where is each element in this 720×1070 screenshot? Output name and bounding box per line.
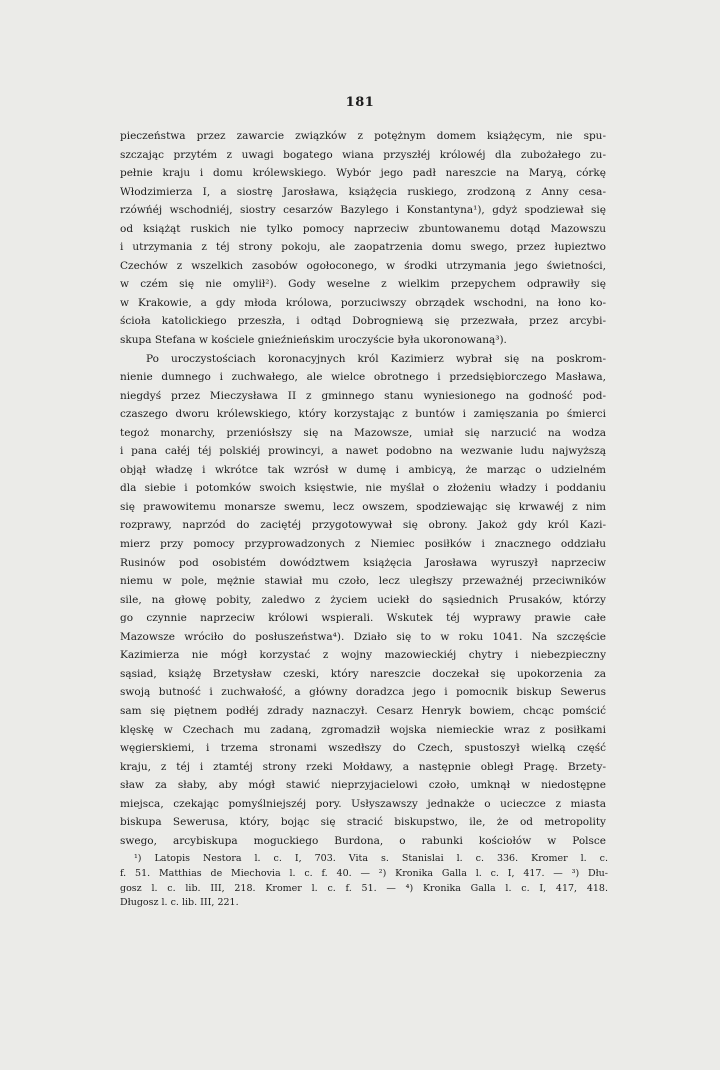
text-line: w Krakowie, a gdy młoda królowa, porzuciwszy obrządek wschodni, na łono ko- — [120, 296, 606, 309]
text-line: Rusinów pod osobistém dowództwem książęcia Jarosława wyruszył naprzeciw — [120, 556, 606, 569]
text-line: Kazimierza nie mógł korzystać z wojny mazowieckiéj chytry i niebezpieczny — [120, 649, 606, 662]
footnote-line: gosz l. c. lib. III, 218. Kromer l. c. f. 51. — ⁴) Kronika Galla l. c. I, 417, 418. — [120, 882, 608, 894]
paragraph-2 — [120, 350, 606, 851]
text-line: sam się piętnem podłéj zdrady naznaczył. Cesarz Henryk bowiem, chcąc pomścić — [120, 704, 606, 717]
text-line: się prawowitemu monarsze swemu, lecz owszem, spodziewając się krwawéj z nim — [120, 500, 606, 513]
text-line: czaszego dworu królewskiego, który korzystając z buntów i zamięszania po śmierci — [120, 408, 606, 421]
text-line: od książąt ruskich nie tylko pomocy naprzeciw zbuntowanemu dotąd Mazowszu — [120, 222, 606, 235]
text-line: swego, arcybiskupa moguckiego Burdona, o rabunki kościołów w Polsce — [120, 834, 606, 847]
text-line: tegoż monarchy, przeniósłszy się na Mazowsze, umiał się narzucić na wodza — [120, 426, 606, 439]
text-line: mierz przy pomocy przyprowadzonych z Niemiec posiłków i znacznego oddziału — [120, 538, 606, 551]
text-line: pełnie kraju i domu królewskiego. Wybór jego padł nareszcie na Maryą, córkę — [120, 167, 606, 180]
text-line: objął władzę i wkrótce tak wzrósł w dumę i ambicyą, że marząc o udzielném — [120, 463, 606, 476]
text-line: sile, na głowę pobity, zaledwo z życiem uciekł do sąsiednich Prusaków, którzy — [120, 593, 606, 606]
text-line: Czechów z wszelkich zasobów ogołoconego, w środki utrzymania jego świetności, — [120, 259, 606, 272]
body-text — [120, 127, 606, 850]
text-line: ścioła katolickiego przeszła, i odtąd Dobrogniewą się przezwała, przez arcybi- — [120, 315, 606, 328]
text-line: swoją butność i zuchwałość, a główny doradzca jego i pomocnik biskup Sewerus — [120, 686, 606, 699]
text-line: niegdyś przez Mieczysława II z gminnego stanu wyniesionego na godność pod- — [120, 389, 606, 402]
text-line: rzówńéj wschodniéj, siostry cesarzów Bazylego i Konstantyna¹), gdyż spodziewał się — [120, 204, 606, 217]
text-line: szczając przytém z uwagi bogatego wiana przyszłéj królowéj dla zubożałego zu- — [120, 148, 606, 161]
text-line: i pana całéj téj polskiéj prowincyi, a nawet podobno na wezwanie ludu najwyższą — [120, 445, 606, 458]
text-line: dla siebie i potomków swoich księstwie, nie myślał o złożeniu władzy i poddaniu — [120, 482, 606, 495]
text-line: klęskę w Czechach mu zadaną, zgromadził wojska niemieckie wraz z posiłkami — [120, 723, 606, 736]
text-line: miejsca, czekając pomyślniejszéj pory. Usłyszawszy jednakże o ucieczce z miasta — [120, 797, 606, 810]
text-line: Po uroczystościach koronacyjnych król Kazimierz wybrał się na poskrom- — [146, 352, 606, 365]
footnotes — [120, 852, 608, 911]
text-line: sław za słaby, aby mógł stawić nieprzyjacielowi czoło, umknął w niedostępne — [120, 779, 606, 792]
text-line: kraju, z téj i ztamtéj strony rzeki Mołdawy, a następnie obległ Pragę. Brzety- — [120, 760, 606, 773]
text-line: w czém się nie omylił²). Gody weselne z wielkim przepychem odprawiły się — [120, 278, 606, 291]
text-line: rozprawy, naprzód do zaciętéj przygotowywał się obrony. Jakoż gdy król Kazi- — [120, 519, 606, 532]
text-line: biskupa Sewerusa, który, bojąc się stracić biskupstwo, ile, że od metropolity — [120, 816, 606, 829]
page-number: 181 — [345, 95, 375, 110]
footnote-line: ¹) Latopis Nestora l. c. I, 703. Vita s. Stanislai l. c. 336. Kromer l. c. — [134, 853, 608, 864]
text-line: pieczeństwa przez zawarcie związków z potężnym domem książęcym, nie spu- — [120, 130, 606, 142]
footnote-line: Długosz l. c. lib. III, 221. — [120, 897, 239, 909]
paragraph-1 — [120, 127, 606, 350]
footnote-line: f. 51. Matthias de Miechovia l. c. f. 40. — ²) Kronika Galla l. c. I, 417. — ³) Dłu- — [120, 867, 608, 879]
text-line: skupa Stefana w kościele gnieźnieńskim uroczyście była ukoronowaną³). — [120, 334, 507, 347]
text-line: sąsiad, książę Brzetysław czeski, który nareszcie doczekał się upokorzenia za — [120, 667, 606, 680]
text-line: i utrzymania z téj strony pokoju, ale zaopatrzenia domu swego, przez łupieztwo — [120, 241, 606, 254]
text-line: Mazowsze wróciło do posłuszeństwa⁴). Działo się to w roku 1041. Na szczęście — [120, 630, 606, 643]
text-line: go czynnie naprzeciw królowi wspierali. Wskutek téj wyprawy prawie całe — [120, 612, 606, 625]
text-line: węgierskiemi, i trzema stronami wszedłszy do Czech, spustoszył wielką część — [120, 742, 606, 755]
text-line: niemu w pole, mężnie stawiał mu czoło, lecz uległszy przeważnéj przeciwników — [120, 575, 606, 588]
text-line: nienie dumnego i zuchwałego, ale wielce obrotnego i przedsiębiorczego Masława, — [120, 371, 606, 384]
text-line: Włodzimierza I, a siostrę Jarosława, książęcia ruskiego, zrodzoną z Anny cesa- — [120, 185, 606, 198]
